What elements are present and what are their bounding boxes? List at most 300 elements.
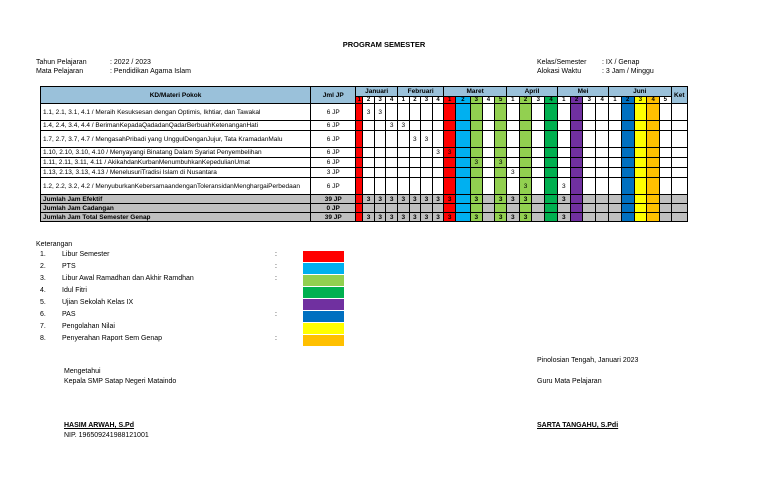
kelas-value: : IX / Genap xyxy=(602,59,640,66)
week-cell xyxy=(647,178,660,195)
summary-week-cell xyxy=(482,204,495,213)
week-cell xyxy=(609,121,622,131)
week-cell xyxy=(363,121,375,131)
week-cell: 3 xyxy=(363,104,375,121)
week-cell xyxy=(482,178,495,195)
header-week: 4 xyxy=(596,97,609,104)
week-cell xyxy=(495,121,507,131)
kepala-name: HASIM ARWAH, S.Pd xyxy=(64,422,135,429)
summary-week-cell xyxy=(545,204,558,213)
legend-label: PAS xyxy=(62,311,76,318)
week-cell xyxy=(409,148,421,158)
week-cell xyxy=(621,168,634,178)
week-cell xyxy=(470,168,482,178)
week-cell xyxy=(455,104,470,121)
week-cell: 3 xyxy=(470,158,482,168)
summary-week-cell: 3 xyxy=(386,195,398,204)
ket-cell xyxy=(671,195,687,204)
table-row xyxy=(41,178,688,195)
week-cell xyxy=(545,104,558,121)
week-cell xyxy=(356,104,363,121)
legend-swatch xyxy=(303,287,344,298)
week-cell xyxy=(421,121,433,131)
week-cell xyxy=(609,104,622,121)
legend-number: 1. xyxy=(40,251,46,258)
week-cell xyxy=(532,168,545,178)
kd-cell: 1.1, 2.1, 3.1, 4.1 / Meraih Kesuksesan dengan Optimis, Ikhtiar, dan Tawakal xyxy=(41,104,311,121)
header-week: 2 xyxy=(363,97,375,104)
week-cell xyxy=(409,121,421,131)
tahun-value: : 2022 / 2023 xyxy=(110,59,151,66)
week-cell: 3 xyxy=(506,168,519,178)
summary-week-cell xyxy=(647,213,660,222)
week-cell xyxy=(545,158,558,168)
week-cell xyxy=(470,104,482,121)
ket-cell xyxy=(671,213,687,222)
week-cell xyxy=(570,131,583,148)
week-cell xyxy=(557,158,570,168)
header-week: 1 xyxy=(444,97,456,104)
jml-cell: 6 JP xyxy=(311,104,356,121)
week-cell xyxy=(660,168,672,178)
header-week: 4 xyxy=(432,97,444,104)
week-cell xyxy=(647,168,660,178)
ket-cell xyxy=(671,204,687,213)
summary-week-cell xyxy=(609,213,622,222)
week-cell xyxy=(444,104,456,121)
jml-cell: 6 JP xyxy=(311,158,356,168)
legend-colon: : xyxy=(275,311,277,318)
week-cell xyxy=(596,158,609,168)
week-cell xyxy=(432,168,444,178)
legend-colon: : xyxy=(275,335,277,342)
week-cell xyxy=(386,131,398,148)
header-week: 1 xyxy=(609,97,622,104)
header-week: 1 xyxy=(557,97,570,104)
summary-week-cell xyxy=(455,195,470,204)
week-cell xyxy=(363,131,375,148)
week-cell xyxy=(495,168,507,178)
summary-week-cell xyxy=(609,195,622,204)
week-cell xyxy=(421,178,433,195)
kepala-title: Kepala SMP Satap Negeri Mataindo xyxy=(64,378,177,385)
kd-cell: 1.2, 2.2, 3.2, 4.2 / MenyuburkanKebersamaandenganToleransidanMenghargaiPerbedaan xyxy=(41,178,311,195)
summary-week-cell: 3 xyxy=(506,213,519,222)
week-cell xyxy=(482,158,495,168)
ket-cell xyxy=(671,148,687,158)
legend-colon: : xyxy=(275,251,277,258)
header-week: 4 xyxy=(482,97,495,104)
week-cell xyxy=(482,121,495,131)
week-cell xyxy=(506,158,519,168)
week-cell xyxy=(506,121,519,131)
week-cell xyxy=(519,121,532,131)
week-cell xyxy=(421,148,433,158)
mapel-label: Mata Pelajaran xyxy=(36,68,84,75)
header-ket: Ket xyxy=(671,87,687,104)
week-cell xyxy=(621,121,634,131)
summary-week-cell: 3 xyxy=(363,195,375,204)
header-month: Februari xyxy=(398,87,444,97)
header-week: 4 xyxy=(386,97,398,104)
header-week: 3 xyxy=(421,97,433,104)
week-cell xyxy=(386,168,398,178)
summary-row xyxy=(41,213,688,222)
summary-week-cell: 3 xyxy=(444,213,456,222)
legend-swatch xyxy=(303,251,344,262)
summary-label: Jumlah Jam Efektif xyxy=(41,195,311,204)
table-row xyxy=(41,121,688,131)
week-cell: 3 xyxy=(386,121,398,131)
header-week: 1 xyxy=(398,97,410,104)
week-cell xyxy=(398,178,410,195)
summary-week-cell: 3 xyxy=(432,195,444,204)
week-cell xyxy=(374,178,386,195)
mapel-value: : Pendidikan Agama Islam xyxy=(110,68,191,75)
legend-number: 3. xyxy=(40,275,46,282)
summary-week-cell xyxy=(570,213,583,222)
week-cell xyxy=(356,131,363,148)
summary-week-cell xyxy=(482,195,495,204)
week-cell xyxy=(621,131,634,148)
week-cell xyxy=(545,178,558,195)
summary-week-cell xyxy=(570,195,583,204)
summary-week-cell xyxy=(374,204,386,213)
summary-jml: 0 JP xyxy=(311,204,356,213)
week-cell xyxy=(519,131,532,148)
week-cell: 3 xyxy=(495,158,507,168)
summary-week-cell xyxy=(557,204,570,213)
summary-week-cell xyxy=(545,195,558,204)
week-cell xyxy=(583,148,596,158)
summary-week-cell: 3 xyxy=(519,213,532,222)
week-cell xyxy=(647,104,660,121)
week-cell xyxy=(570,168,583,178)
week-cell xyxy=(647,131,660,148)
summary-week-cell: 3 xyxy=(495,213,507,222)
week-cell xyxy=(532,121,545,131)
week-cell xyxy=(363,158,375,168)
week-cell xyxy=(634,104,647,121)
jml-cell: 3 JP xyxy=(311,168,356,178)
week-cell xyxy=(495,131,507,148)
week-cell xyxy=(596,178,609,195)
jml-cell: 6 JP xyxy=(311,121,356,131)
week-cell xyxy=(432,158,444,168)
summary-week-cell xyxy=(583,195,596,204)
ket-cell xyxy=(671,104,687,121)
week-cell xyxy=(374,158,386,168)
legend-swatch xyxy=(303,323,344,334)
legend-number: 5. xyxy=(40,299,46,306)
header-week: 5 xyxy=(660,97,672,104)
legend-label: Ujian Sekolah Kelas IX xyxy=(62,299,134,306)
summary-week-cell xyxy=(570,204,583,213)
week-cell xyxy=(421,104,433,121)
week-cell xyxy=(609,148,622,158)
summary-week-cell xyxy=(356,204,363,213)
week-cell xyxy=(660,131,672,148)
week-cell xyxy=(621,148,634,158)
summary-week-cell xyxy=(356,195,363,204)
week-cell xyxy=(621,158,634,168)
header-week: 1 xyxy=(357,97,361,103)
week-cell xyxy=(647,148,660,158)
table-row xyxy=(41,131,688,148)
summary-week-cell xyxy=(596,213,609,222)
week-cell xyxy=(455,178,470,195)
week-cell xyxy=(444,131,456,148)
summary-week-cell: 3 xyxy=(432,213,444,222)
week-cell xyxy=(570,121,583,131)
place-date: Pinolosian Tengah, Januari 2023 xyxy=(537,357,639,364)
week-cell xyxy=(660,178,672,195)
alokasi-label: Alokasi Waktu xyxy=(537,68,582,75)
summary-week-cell xyxy=(356,213,363,222)
summary-week-cell xyxy=(596,204,609,213)
summary-week-cell xyxy=(647,204,660,213)
week-cell: 3 xyxy=(421,131,433,148)
summary-week-cell xyxy=(386,204,398,213)
legend-colon: : xyxy=(275,275,277,282)
jml-cell: 6 JP xyxy=(311,178,356,195)
header-week: 2 xyxy=(519,97,532,104)
legend-swatch xyxy=(303,275,344,286)
summary-week-cell xyxy=(634,213,647,222)
jml-cell: 6 JP xyxy=(311,148,356,158)
week-cell: 3 xyxy=(432,148,444,158)
week-cell xyxy=(444,158,456,168)
summary-week-cell: 3 xyxy=(386,213,398,222)
header-week: 3 xyxy=(583,97,596,104)
kelas-label: Kelas/Semester xyxy=(537,59,587,66)
summary-week-cell xyxy=(621,213,634,222)
week-cell xyxy=(532,148,545,158)
legend-label: Libur Semester xyxy=(62,251,110,258)
legend-title: Keterangan xyxy=(36,241,73,248)
kd-cell: 1.13, 2.13, 3.13, 4.13 / MenelusuriTradisi Islam di Nusantara xyxy=(41,168,311,178)
week-cell xyxy=(432,121,444,131)
week-cell xyxy=(398,168,410,178)
week-cell xyxy=(356,158,363,168)
header-week: 4 xyxy=(545,97,558,104)
summary-week-cell xyxy=(596,195,609,204)
week-cell xyxy=(506,178,519,195)
header-kd: KD/Materi Pokok xyxy=(41,87,311,104)
week-cell xyxy=(506,131,519,148)
week-cell xyxy=(495,178,507,195)
summary-week-cell: 3 xyxy=(495,195,507,204)
summary-week-cell xyxy=(634,204,647,213)
week-cell xyxy=(398,158,410,168)
week-cell xyxy=(532,158,545,168)
summary-week-cell xyxy=(647,195,660,204)
summary-week-cell: 3 xyxy=(557,213,570,222)
program-table xyxy=(40,86,688,222)
legend-number: 7. xyxy=(40,323,46,330)
week-cell xyxy=(583,104,596,121)
week-cell xyxy=(409,168,421,178)
summary-week-cell xyxy=(506,204,519,213)
legend-swatch xyxy=(303,263,344,274)
week-cell: 3 xyxy=(374,104,386,121)
week-cell xyxy=(532,104,545,121)
week-cell xyxy=(356,148,363,158)
summary-week-cell: 3 xyxy=(409,195,421,204)
week-cell xyxy=(570,148,583,158)
header-month: Maret xyxy=(444,87,507,97)
week-cell: 3 xyxy=(519,178,532,195)
week-cell xyxy=(432,104,444,121)
header-month: Januari xyxy=(356,87,398,97)
table-row xyxy=(41,168,688,178)
kd-cell: 1.10, 2.10, 3.10, 4.10 / Menyayangi Binatang Dalam Syariat Penyembelihan xyxy=(41,148,311,158)
week-cell xyxy=(386,178,398,195)
legend-label: Libur Awal Ramadhan dan Akhir Ramdhan xyxy=(62,275,194,282)
week-cell xyxy=(621,104,634,121)
ket-cell xyxy=(671,168,687,178)
week-cell xyxy=(660,121,672,131)
week-cell xyxy=(660,148,672,158)
week-cell xyxy=(363,168,375,178)
summary-week-cell: 3 xyxy=(363,213,375,222)
summary-week-cell xyxy=(532,213,545,222)
week-cell xyxy=(432,178,444,195)
week-cell xyxy=(409,104,421,121)
header-week: 1 xyxy=(506,97,519,104)
week-cell xyxy=(596,168,609,178)
week-cell xyxy=(363,148,375,158)
summary-week-cell xyxy=(495,204,507,213)
guru-title: Guru Mata Pelajaran xyxy=(537,378,602,385)
week-cell xyxy=(432,131,444,148)
week-cell xyxy=(570,178,583,195)
summary-week-cell: 3 xyxy=(398,195,410,204)
summary-week-cell: 3 xyxy=(470,213,482,222)
week-cell: 3 xyxy=(409,131,421,148)
week-cell xyxy=(545,148,558,158)
week-cell xyxy=(557,104,570,121)
week-cell xyxy=(545,131,558,148)
week-cell xyxy=(596,148,609,158)
header-week: 2 xyxy=(455,97,470,104)
summary-week-cell xyxy=(421,204,433,213)
summary-label: Jumlah Jam Total Semester Genap xyxy=(41,213,311,222)
week-cell xyxy=(609,178,622,195)
week-cell xyxy=(557,121,570,131)
summary-week-cell xyxy=(634,195,647,204)
table-row xyxy=(41,158,688,168)
legend-label: Idul Fitri xyxy=(62,287,87,294)
week-cell xyxy=(470,178,482,195)
summary-week-cell xyxy=(660,204,672,213)
week-cell xyxy=(356,178,363,195)
week-cell xyxy=(596,131,609,148)
summary-week-cell xyxy=(583,204,596,213)
week-cell xyxy=(506,148,519,158)
kd-cell: 1.4, 2.4, 3.4, 4.4 / BerimanKepadaQadadanQadarBerbuahKetenanganHati xyxy=(41,121,311,131)
week-cell xyxy=(634,148,647,158)
header-week: 2 xyxy=(621,97,634,104)
header-month: Juni xyxy=(609,87,672,97)
summary-week-cell xyxy=(532,204,545,213)
week-cell xyxy=(470,131,482,148)
summary-week-cell xyxy=(444,204,456,213)
week-cell xyxy=(557,131,570,148)
week-cell xyxy=(455,131,470,148)
summary-week-cell: 3 xyxy=(506,195,519,204)
header-week: 2 xyxy=(409,97,421,104)
week-cell xyxy=(374,168,386,178)
ket-cell xyxy=(671,178,687,195)
week-cell xyxy=(545,168,558,178)
week-cell xyxy=(583,158,596,168)
week-cell xyxy=(596,104,609,121)
week-cell xyxy=(374,131,386,148)
week-cell xyxy=(482,148,495,158)
header-week: 5 xyxy=(495,97,507,104)
summary-week-cell xyxy=(545,213,558,222)
summary-week-cell xyxy=(621,204,634,213)
header-jml: Jml JP xyxy=(311,87,356,104)
summary-week-cell xyxy=(455,204,470,213)
header-month: April xyxy=(506,87,557,97)
week-cell xyxy=(444,178,456,195)
week-cell xyxy=(506,104,519,121)
week-cell: 3 xyxy=(398,121,410,131)
week-cell xyxy=(409,158,421,168)
header-month: Mei xyxy=(557,87,608,97)
mengetahui-text: Mengetahui xyxy=(64,368,101,375)
table-row xyxy=(41,148,688,158)
legend-swatch xyxy=(303,311,344,322)
kd-cell: 1.7, 2.7, 3.7, 4.7 / MengasahPribadi yang UnggulDenganJujur, Tata KramadanMalu xyxy=(41,131,311,148)
week-cell xyxy=(596,121,609,131)
week-cell xyxy=(398,131,410,148)
week-cell: 3 xyxy=(444,148,456,158)
ket-cell xyxy=(671,121,687,131)
week-cell xyxy=(386,148,398,158)
summary-week-cell: 3 xyxy=(519,195,532,204)
week-cell xyxy=(609,158,622,168)
summary-week-cell xyxy=(432,204,444,213)
summary-week-cell xyxy=(455,213,470,222)
header-week: 2 xyxy=(570,97,583,104)
week-cell xyxy=(519,158,532,168)
week-cell xyxy=(398,148,410,158)
summary-week-cell xyxy=(519,204,532,213)
legend-swatch xyxy=(303,299,344,310)
summary-week-cell xyxy=(482,213,495,222)
week-cell xyxy=(660,158,672,168)
week-cell xyxy=(634,158,647,168)
week-cell xyxy=(532,178,545,195)
week-cell xyxy=(386,104,398,121)
table-row xyxy=(41,104,688,121)
week-cell xyxy=(398,104,410,121)
week-cell xyxy=(386,158,398,168)
summary-label: Jumlah Jam Cadangan xyxy=(41,204,311,213)
week-cell xyxy=(455,148,470,158)
week-cell xyxy=(557,168,570,178)
kd-cell: 1.11, 2.11, 3.11, 4.11 / AkikahdanKurbanMenumbuhkanKepedulianUmat xyxy=(41,158,311,168)
summary-week-cell xyxy=(660,195,672,204)
legend-label: Penyerahan Raport Sem Genap xyxy=(62,335,163,342)
ket-cell xyxy=(671,158,687,168)
week-cell xyxy=(519,148,532,158)
week-cell xyxy=(583,121,596,131)
week-cell xyxy=(482,131,495,148)
